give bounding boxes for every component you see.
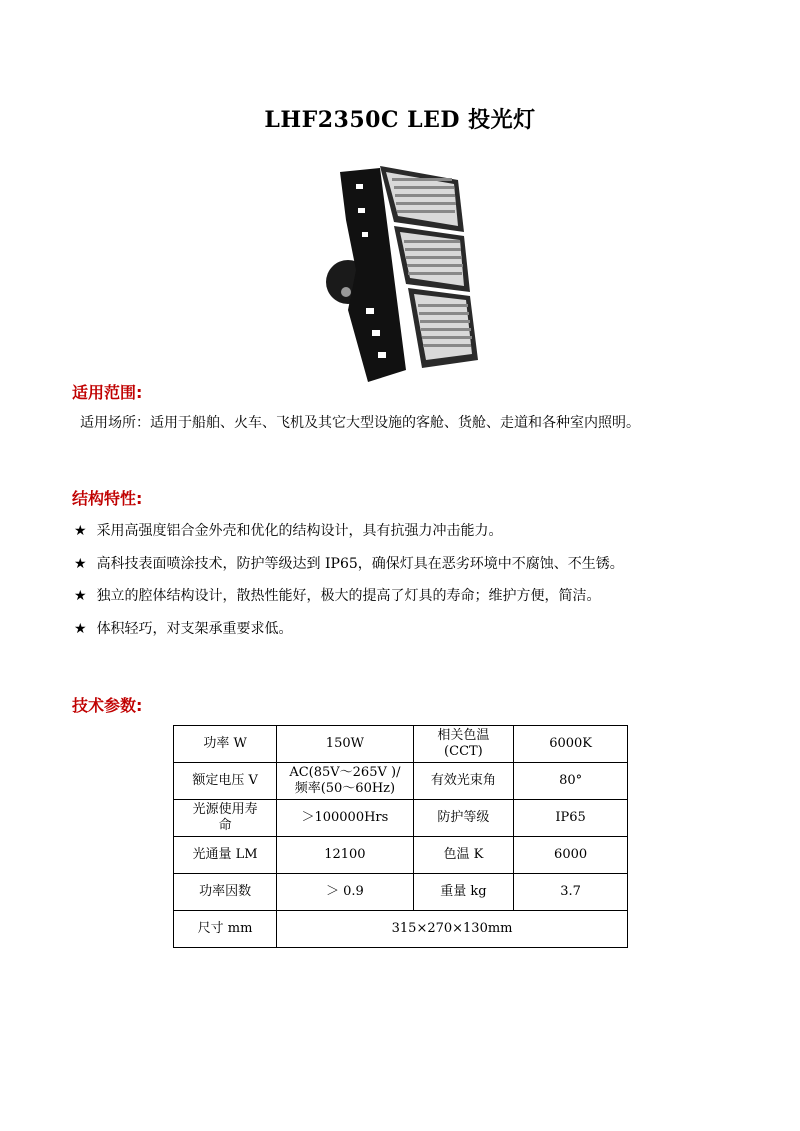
spec-value: IP65 — [514, 800, 628, 837]
document-title: LHF2350C LED 投光灯 — [264, 107, 536, 133]
led-floodlight-product-photo — [318, 160, 488, 388]
spec-label: 尺寸 mm — [174, 911, 277, 948]
spec-value: 80° — [514, 763, 628, 800]
features-heading: 结构特性: — [72, 489, 143, 508]
spec-value: ＞100000Hrs — [277, 800, 413, 837]
table-row — [174, 874, 628, 911]
table-row — [174, 837, 628, 874]
spec-value: AC(85V～265V )/ 频率(50～60Hz) — [277, 763, 413, 800]
table-row — [174, 911, 628, 948]
spec-table — [173, 725, 628, 948]
star-icon: ★ — [74, 588, 87, 604]
spec-label: 功率因数 — [174, 874, 277, 911]
table-row — [174, 726, 628, 763]
star-icon: ★ — [74, 621, 87, 637]
scope-text: 适用场所：适用于船舶、火车、飞机及其它大型设施的客舱、货舱、走道和各种室内照明。 — [80, 415, 640, 431]
spec-value: 150W — [277, 726, 413, 763]
feature-item: ★ 独立的腔体结构设计，散热性能好，极大的提高了灯具的寿命；维护方便，简洁。 — [74, 588, 601, 604]
star-icon: ★ — [74, 523, 87, 539]
spec-label: 有效光束角 — [413, 763, 514, 800]
feature-item: ★ 高科技表面喷涂技术，防护等级达到 IP65，确保灯具在恶劣环境中不腐蚀、不生锈。 — [74, 556, 624, 572]
star-icon: ★ — [74, 556, 87, 572]
spec-label: 光通量 LM — [174, 837, 277, 874]
scope-heading: 适用范围: — [72, 383, 143, 402]
spec-value: 12100 — [277, 837, 413, 874]
spec-label: 相关色温 (CCT) — [413, 726, 514, 763]
spec-label: 功率 W — [174, 726, 277, 763]
spec-value: ＞ 0.9 — [277, 874, 413, 911]
spec-label: 色温 K — [413, 837, 514, 874]
table-row — [174, 800, 628, 837]
feature-item: ★ 体积轻巧，对支架承重要求低。 — [74, 621, 293, 637]
spec-value: 6000K — [514, 726, 628, 763]
spec-label: 防护等级 — [413, 800, 514, 837]
spec-label: 光源使用寿 命 — [174, 800, 277, 837]
feature-item: ★ 采用高强度铝合金外壳和优化的结构设计，具有抗强力冲击能力。 — [74, 523, 503, 539]
table-row — [174, 763, 628, 800]
spec-value: 6000 — [514, 837, 628, 874]
specs-heading: 技术参数: — [72, 696, 143, 715]
spec-label: 额定电压 V — [174, 763, 277, 800]
spec-label: 重量 kg — [413, 874, 514, 911]
spec-value: 3.7 — [514, 874, 628, 911]
spec-value: 315×270×130mm — [277, 911, 628, 948]
